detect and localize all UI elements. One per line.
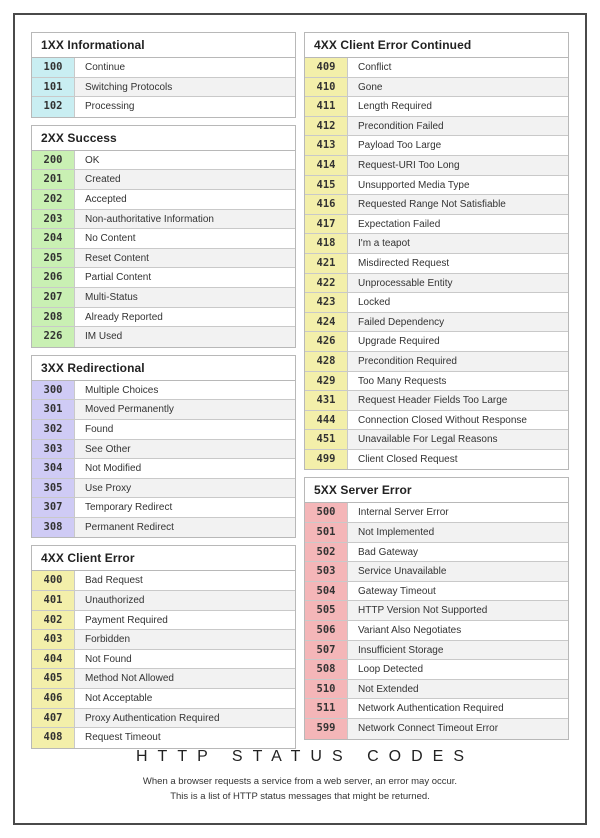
status-row	[305, 97, 568, 117]
status-row	[305, 450, 568, 470]
status-row	[305, 215, 568, 235]
status-code: 300	[32, 381, 75, 400]
status-row	[32, 498, 295, 518]
section-rows	[32, 381, 295, 538]
status-row	[32, 381, 295, 401]
status-message: Unsupported Media Type	[358, 179, 470, 191]
section-3xx-redirectional	[31, 355, 296, 539]
status-message: Failed Dependency	[348, 313, 568, 332]
status-message: Moved Permanently	[75, 400, 295, 419]
section-rows	[305, 503, 568, 738]
section-rows	[305, 58, 568, 469]
section-4xx-client-error-continued	[304, 32, 569, 470]
status-row	[32, 689, 295, 709]
status-message: Bad Request	[85, 575, 143, 587]
status-code: 304	[32, 459, 75, 478]
status-code: 415	[305, 176, 348, 195]
status-code: 401	[32, 591, 75, 610]
footer-description	[15, 774, 585, 804]
status-code: 501	[305, 523, 348, 542]
status-code: 308	[32, 518, 75, 538]
status-row	[305, 680, 568, 700]
status-row	[305, 293, 568, 313]
status-code: 414	[305, 156, 348, 175]
status-message: Internal Server Error	[358, 507, 449, 519]
status-message: Not Implemented	[348, 523, 568, 542]
status-code: 226	[32, 327, 75, 347]
status-code: 444	[305, 411, 348, 430]
status-message: Permanent Redirect	[75, 518, 295, 538]
status-row	[305, 601, 568, 621]
status-message: Reset Content	[75, 249, 295, 268]
status-code: 200	[32, 151, 75, 170]
status-message: Created	[75, 170, 295, 189]
status-row	[305, 156, 568, 176]
status-code: 202	[32, 190, 75, 209]
section-title: 4XX Client Error Continued	[305, 33, 568, 58]
status-code: 502	[305, 543, 348, 562]
section-title: 4XX Client Error	[32, 546, 295, 571]
status-message: Temporary Redirect	[85, 502, 173, 514]
status-code: 302	[32, 420, 75, 439]
status-code: 412	[305, 117, 348, 136]
status-row	[305, 313, 568, 333]
status-code: 100	[32, 58, 75, 77]
status-row	[305, 58, 568, 78]
status-message: Use Proxy	[75, 479, 295, 498]
status-row	[32, 459, 295, 479]
status-message: I'm a teapot	[348, 234, 568, 253]
status-row	[305, 523, 568, 543]
status-code: 301	[32, 400, 75, 419]
status-message: Request-URI Too Long	[348, 156, 568, 175]
status-row	[32, 591, 295, 611]
status-message: Not Found	[85, 653, 132, 665]
status-row	[32, 400, 295, 420]
status-code: 418	[305, 234, 348, 253]
footer-line-1: When a browser requests a service from a web server, an error may occur.	[142, 776, 458, 787]
footer-line-2: This is a list of HTTP status messages that might be returned.	[170, 791, 430, 802]
status-row	[305, 719, 568, 739]
status-row	[32, 78, 295, 98]
status-message: Not Acceptable	[85, 693, 153, 705]
status-message: Unavailable For Legal Reasons	[348, 430, 568, 449]
section-4xx-client-error	[31, 545, 296, 748]
status-code: 428	[305, 352, 348, 371]
status-code: 406	[32, 689, 75, 708]
status-message: Too Many Requests	[358, 375, 447, 387]
status-row	[305, 254, 568, 274]
status-message: Gateway Timeout	[358, 585, 436, 597]
status-row	[305, 562, 568, 582]
status-code: 204	[32, 229, 75, 248]
status-row	[32, 210, 295, 230]
status-message: Not Extended	[348, 680, 568, 699]
status-code: 416	[305, 195, 348, 214]
status-message: Precondition Failed	[348, 117, 568, 136]
section-rows	[32, 571, 295, 747]
status-code: 205	[32, 249, 75, 268]
status-message: Found	[85, 423, 114, 435]
status-row	[32, 669, 295, 689]
poster-title: HTTP STATUS CODES	[135, 748, 474, 765]
section-title: 5XX Server Error	[305, 478, 568, 503]
status-row	[32, 440, 295, 460]
status-row	[305, 391, 568, 411]
status-codes-poster	[13, 13, 587, 825]
status-code: 411	[305, 97, 348, 116]
status-row	[305, 176, 568, 196]
status-code: 409	[305, 58, 348, 77]
status-code: 505	[305, 601, 348, 620]
status-row	[32, 268, 295, 288]
status-code: 599	[305, 719, 348, 739]
status-code: 410	[305, 78, 348, 97]
status-row	[32, 479, 295, 499]
status-row	[32, 308, 295, 328]
footer	[15, 748, 585, 804]
status-message: Conflict	[358, 62, 392, 73]
status-message: Already Reported	[85, 311, 163, 323]
status-code: 400	[32, 571, 75, 590]
status-code: 305	[32, 479, 75, 498]
status-code: 500	[305, 503, 348, 522]
status-message: Connection Closed Without Response	[358, 414, 527, 426]
status-code: 101	[32, 78, 75, 97]
status-row	[305, 699, 568, 719]
status-row	[305, 195, 568, 215]
status-code: 507	[305, 641, 348, 660]
status-message: Partial Content	[85, 272, 152, 284]
section-rows	[32, 151, 295, 347]
status-row	[305, 332, 568, 352]
status-row	[305, 660, 568, 680]
status-message: Unprocessable Entity	[348, 274, 568, 293]
status-row	[305, 274, 568, 294]
status-code: 207	[32, 288, 75, 307]
status-row	[305, 78, 568, 98]
status-code: 417	[305, 215, 348, 234]
status-message: Upgrade Required	[358, 336, 440, 348]
status-row	[32, 190, 295, 210]
status-code: 403	[32, 630, 75, 649]
status-code: 206	[32, 268, 75, 287]
status-message: Network Authentication Required	[358, 703, 504, 715]
section-5xx-server-error	[304, 477, 569, 739]
status-code: 208	[32, 308, 75, 327]
status-row	[32, 420, 295, 440]
status-message: Requested Range Not Satisfiable	[348, 195, 568, 214]
status-message: Unauthorized	[75, 591, 295, 610]
status-code: 413	[305, 136, 348, 155]
status-row	[32, 151, 295, 171]
status-message: Client Closed Request	[358, 453, 458, 465]
status-message: See Other	[75, 440, 295, 459]
status-message: Continue	[85, 62, 126, 73]
status-row	[305, 136, 568, 156]
status-code: 426	[305, 332, 348, 351]
status-code: 307	[32, 498, 75, 517]
status-message: Non-authoritative Information	[75, 210, 295, 229]
section-2xx-success	[31, 125, 296, 348]
status-code: 511	[305, 699, 348, 718]
section-title: 3XX Redirectional	[32, 356, 295, 381]
section-rows	[32, 58, 295, 117]
status-message: Locked	[358, 297, 391, 309]
status-row	[305, 621, 568, 641]
status-code: 424	[305, 313, 348, 332]
status-message: Insufficient Storage	[348, 641, 568, 660]
status-code: 303	[32, 440, 75, 459]
status-row	[32, 630, 295, 650]
status-code: 405	[32, 669, 75, 688]
status-row	[32, 97, 295, 117]
status-row	[305, 372, 568, 392]
status-message: Request Header Fields Too Large	[348, 391, 568, 410]
status-code: 203	[32, 210, 75, 229]
status-row	[32, 249, 295, 269]
status-code: 408	[32, 728, 75, 748]
status-code: 499	[305, 450, 348, 470]
status-row	[32, 170, 295, 190]
status-message: Multi-Status	[75, 288, 295, 307]
status-message: Expectation Failed	[358, 218, 441, 230]
status-code: 506	[305, 621, 348, 640]
status-row	[32, 611, 295, 631]
status-code: 422	[305, 274, 348, 293]
status-row	[32, 288, 295, 308]
left-column	[31, 32, 296, 756]
status-code: 201	[32, 170, 75, 189]
status-message: Gone	[348, 78, 568, 97]
status-row	[305, 411, 568, 431]
status-code: 102	[32, 97, 75, 117]
status-message: OK	[85, 154, 100, 166]
status-message: Service Unavailable	[348, 562, 568, 581]
status-message: Payment Required	[85, 614, 168, 626]
status-message: Switching Protocols	[75, 78, 295, 97]
status-code: 503	[305, 562, 348, 581]
status-message: Network Connect Timeout Error	[348, 719, 568, 739]
status-code: 402	[32, 611, 75, 630]
status-code: 407	[32, 709, 75, 728]
status-code: 404	[32, 650, 75, 669]
status-row	[305, 352, 568, 372]
status-code: 451	[305, 430, 348, 449]
status-row	[32, 58, 295, 78]
status-row	[32, 709, 295, 729]
status-code: 504	[305, 582, 348, 601]
status-message: Misdirected Request	[358, 257, 450, 269]
status-row	[32, 650, 295, 670]
status-row	[32, 518, 295, 538]
status-message: Length Required	[358, 101, 432, 113]
status-message: Multiple Choices	[85, 384, 159, 396]
status-message: HTTP Version Not Supported	[348, 601, 568, 620]
status-row	[305, 234, 568, 254]
status-message: Accepted	[85, 193, 127, 205]
section-title: 1XX Informational	[32, 33, 295, 58]
status-code: 423	[305, 293, 348, 312]
status-message: Proxy Authentication Required	[75, 709, 295, 728]
section-1xx-informational	[31, 32, 296, 118]
status-message: Loop Detected	[358, 664, 424, 676]
status-row	[305, 543, 568, 563]
status-message: Method Not Allowed	[75, 669, 295, 688]
section-title: 2XX Success	[32, 126, 295, 151]
status-message: Not Modified	[85, 463, 142, 475]
status-message: IM Used	[75, 327, 295, 347]
status-code: 510	[305, 680, 348, 699]
status-row	[305, 117, 568, 137]
status-code: 421	[305, 254, 348, 273]
status-code: 429	[305, 372, 348, 391]
status-message: Request Timeout	[85, 732, 161, 744]
status-row	[305, 641, 568, 661]
status-message: Forbidden	[75, 630, 295, 649]
status-row	[32, 571, 295, 591]
status-message: No Content	[85, 233, 136, 245]
status-row	[305, 503, 568, 523]
status-message: Bad Gateway	[358, 546, 419, 558]
status-message: Variant Also Negotiates	[358, 625, 462, 637]
status-message: Payload Too Large	[358, 140, 442, 152]
status-row	[32, 229, 295, 249]
status-code: 431	[305, 391, 348, 410]
status-message: Processing	[85, 101, 135, 113]
status-row	[32, 728, 295, 748]
status-row	[305, 430, 568, 450]
status-row	[305, 582, 568, 602]
status-row	[32, 327, 295, 347]
status-code: 508	[305, 660, 348, 679]
right-column	[304, 32, 569, 747]
status-message: Precondition Required	[348, 352, 568, 371]
